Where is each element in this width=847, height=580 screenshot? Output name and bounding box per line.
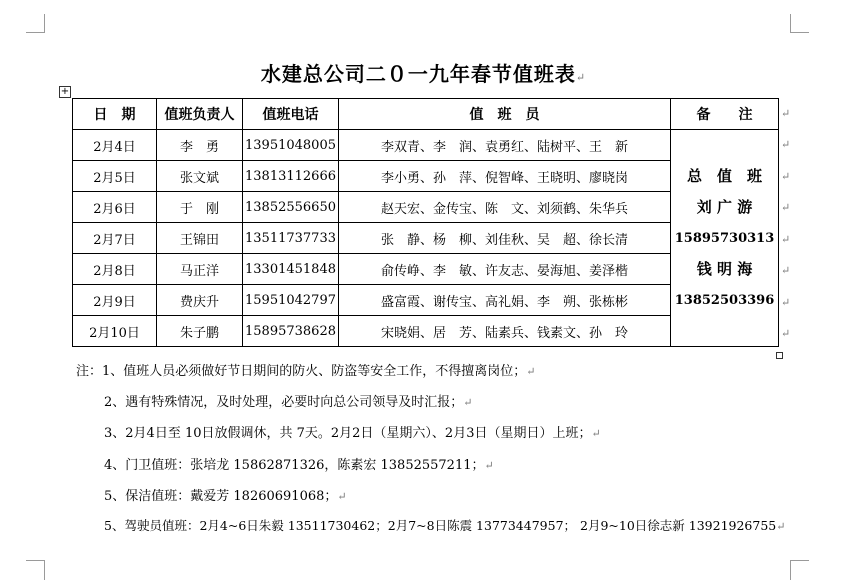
note-item: 2、遇有特殊情况，及时处理，必要时向总公司领导及时汇报；↵ [104,395,473,410]
row-end-mark: ↵ [781,170,791,183]
header-leader: 值班负责人 [157,99,243,130]
cell-date: 2月10日 [73,316,157,347]
row-end-mark: ↵ [781,138,791,151]
note-item: 4、门卫值班：张培龙 15862871326，陈素宏 13852557211；↵ [104,458,494,473]
cell-date: 2月4日 [73,130,157,161]
row-end-mark: ↵ [781,233,791,246]
page-corner-bottom-right [790,560,809,580]
cell-staff: 盛富霞、谢传宝、高礼娟、李 朔、张栋彬 [339,285,671,316]
table-resize-handle[interactable] [776,352,783,359]
cell-phone: 13852556650 [243,192,339,223]
page-corner-top-left [26,14,45,33]
cell-leader: 于 刚 [157,192,243,223]
row-end-mark: ↵ [781,327,791,340]
cell-phone: 13951048005 [243,130,339,161]
header-date: 日 期 [73,99,157,130]
duty-table [72,98,779,347]
cell-staff: 宋晓娟、居 芳、陆素兵、钱素文、孙 玲 [339,316,671,347]
cell-staff: 李双青、李 润、袁勇红、陆树平、王 新 [339,130,671,161]
document-title: 水建总公司二０一九年春节值班表↵ [260,62,587,86]
row-end-mark: ↵ [781,107,791,120]
table-move-handle-icon[interactable]: + [60,86,70,97]
cell-phone: 13813112666 [243,161,339,192]
cell-date: 2月7日 [73,223,157,254]
header-remark: 备 注 [671,99,779,130]
note-item: 3、2月4日至 10日放假调休，共 7天。2月2日（星期六）、2月3日（星期日）上班；↵ [104,426,601,441]
header-phone: 值班电话 [243,99,339,130]
row-end-mark: ↵ [781,201,791,214]
note-item: 5、保洁值班：戴爱芳 18260691068；↵ [104,489,347,504]
cell-date: 2月6日 [73,192,157,223]
row-end-mark: ↵ [781,296,791,309]
cell-remark [671,130,779,347]
cell-staff: 俞传峥、李 敏、许友志、晏海旭、姜泽楷 [339,254,671,285]
remark-chief-label: 总 值 班 [686,166,762,185]
cell-phone: 13511737733 [243,223,339,254]
cell-staff: 张 静、杨 柳、刘佳秋、吴 超、徐长清 [339,223,671,254]
remark-person-1: 刘 广 游 [696,197,753,216]
cell-leader: 朱子鹏 [157,316,243,347]
remark-phone-2: 13852503396 [674,292,775,308]
page-corner-bottom-left [26,560,45,580]
cell-phone: 13301451848 [243,254,339,285]
cell-leader: 王锦田 [157,223,243,254]
table-header-row [73,99,779,130]
table-row [73,130,779,161]
header-staff: 值 班 员 [339,99,671,130]
cell-leader: 马正洋 [157,254,243,285]
row-end-mark: ↵ [781,264,791,277]
paragraph-mark: ↵ [575,71,587,84]
cell-date: 2月5日 [73,161,157,192]
cell-date: 2月8日 [73,254,157,285]
cell-leader: 费庆升 [157,285,243,316]
cell-leader: 李 勇 [157,130,243,161]
note-item: 注：1、值班人员必须做好节日期间的防火、防盗等安全工作，不得擅离岗位；↵ [76,364,536,379]
note-item: 5、驾驶员值班：2月4~6日朱毅 13511730462；2月7~8日陈震 13773447957； 2月9~10日徐志新 13921926755↵ [104,518,786,533]
cell-leader: 张文斌 [157,161,243,192]
cell-staff: 赵天宏、金传宝、陈 文、刘须鹤、朱华兵 [339,192,671,223]
cell-phone: 15951042797 [243,285,339,316]
remark-phone-1: 15895730313 [674,230,775,246]
cell-staff: 李小勇、孙 萍、倪智峰、王晓明、廖晓岗 [339,161,671,192]
cell-phone: 15895738628 [243,316,339,347]
remark-person-2: 钱 明 海 [696,259,753,278]
page-corner-top-right [790,14,809,33]
cell-date: 2月9日 [73,285,157,316]
